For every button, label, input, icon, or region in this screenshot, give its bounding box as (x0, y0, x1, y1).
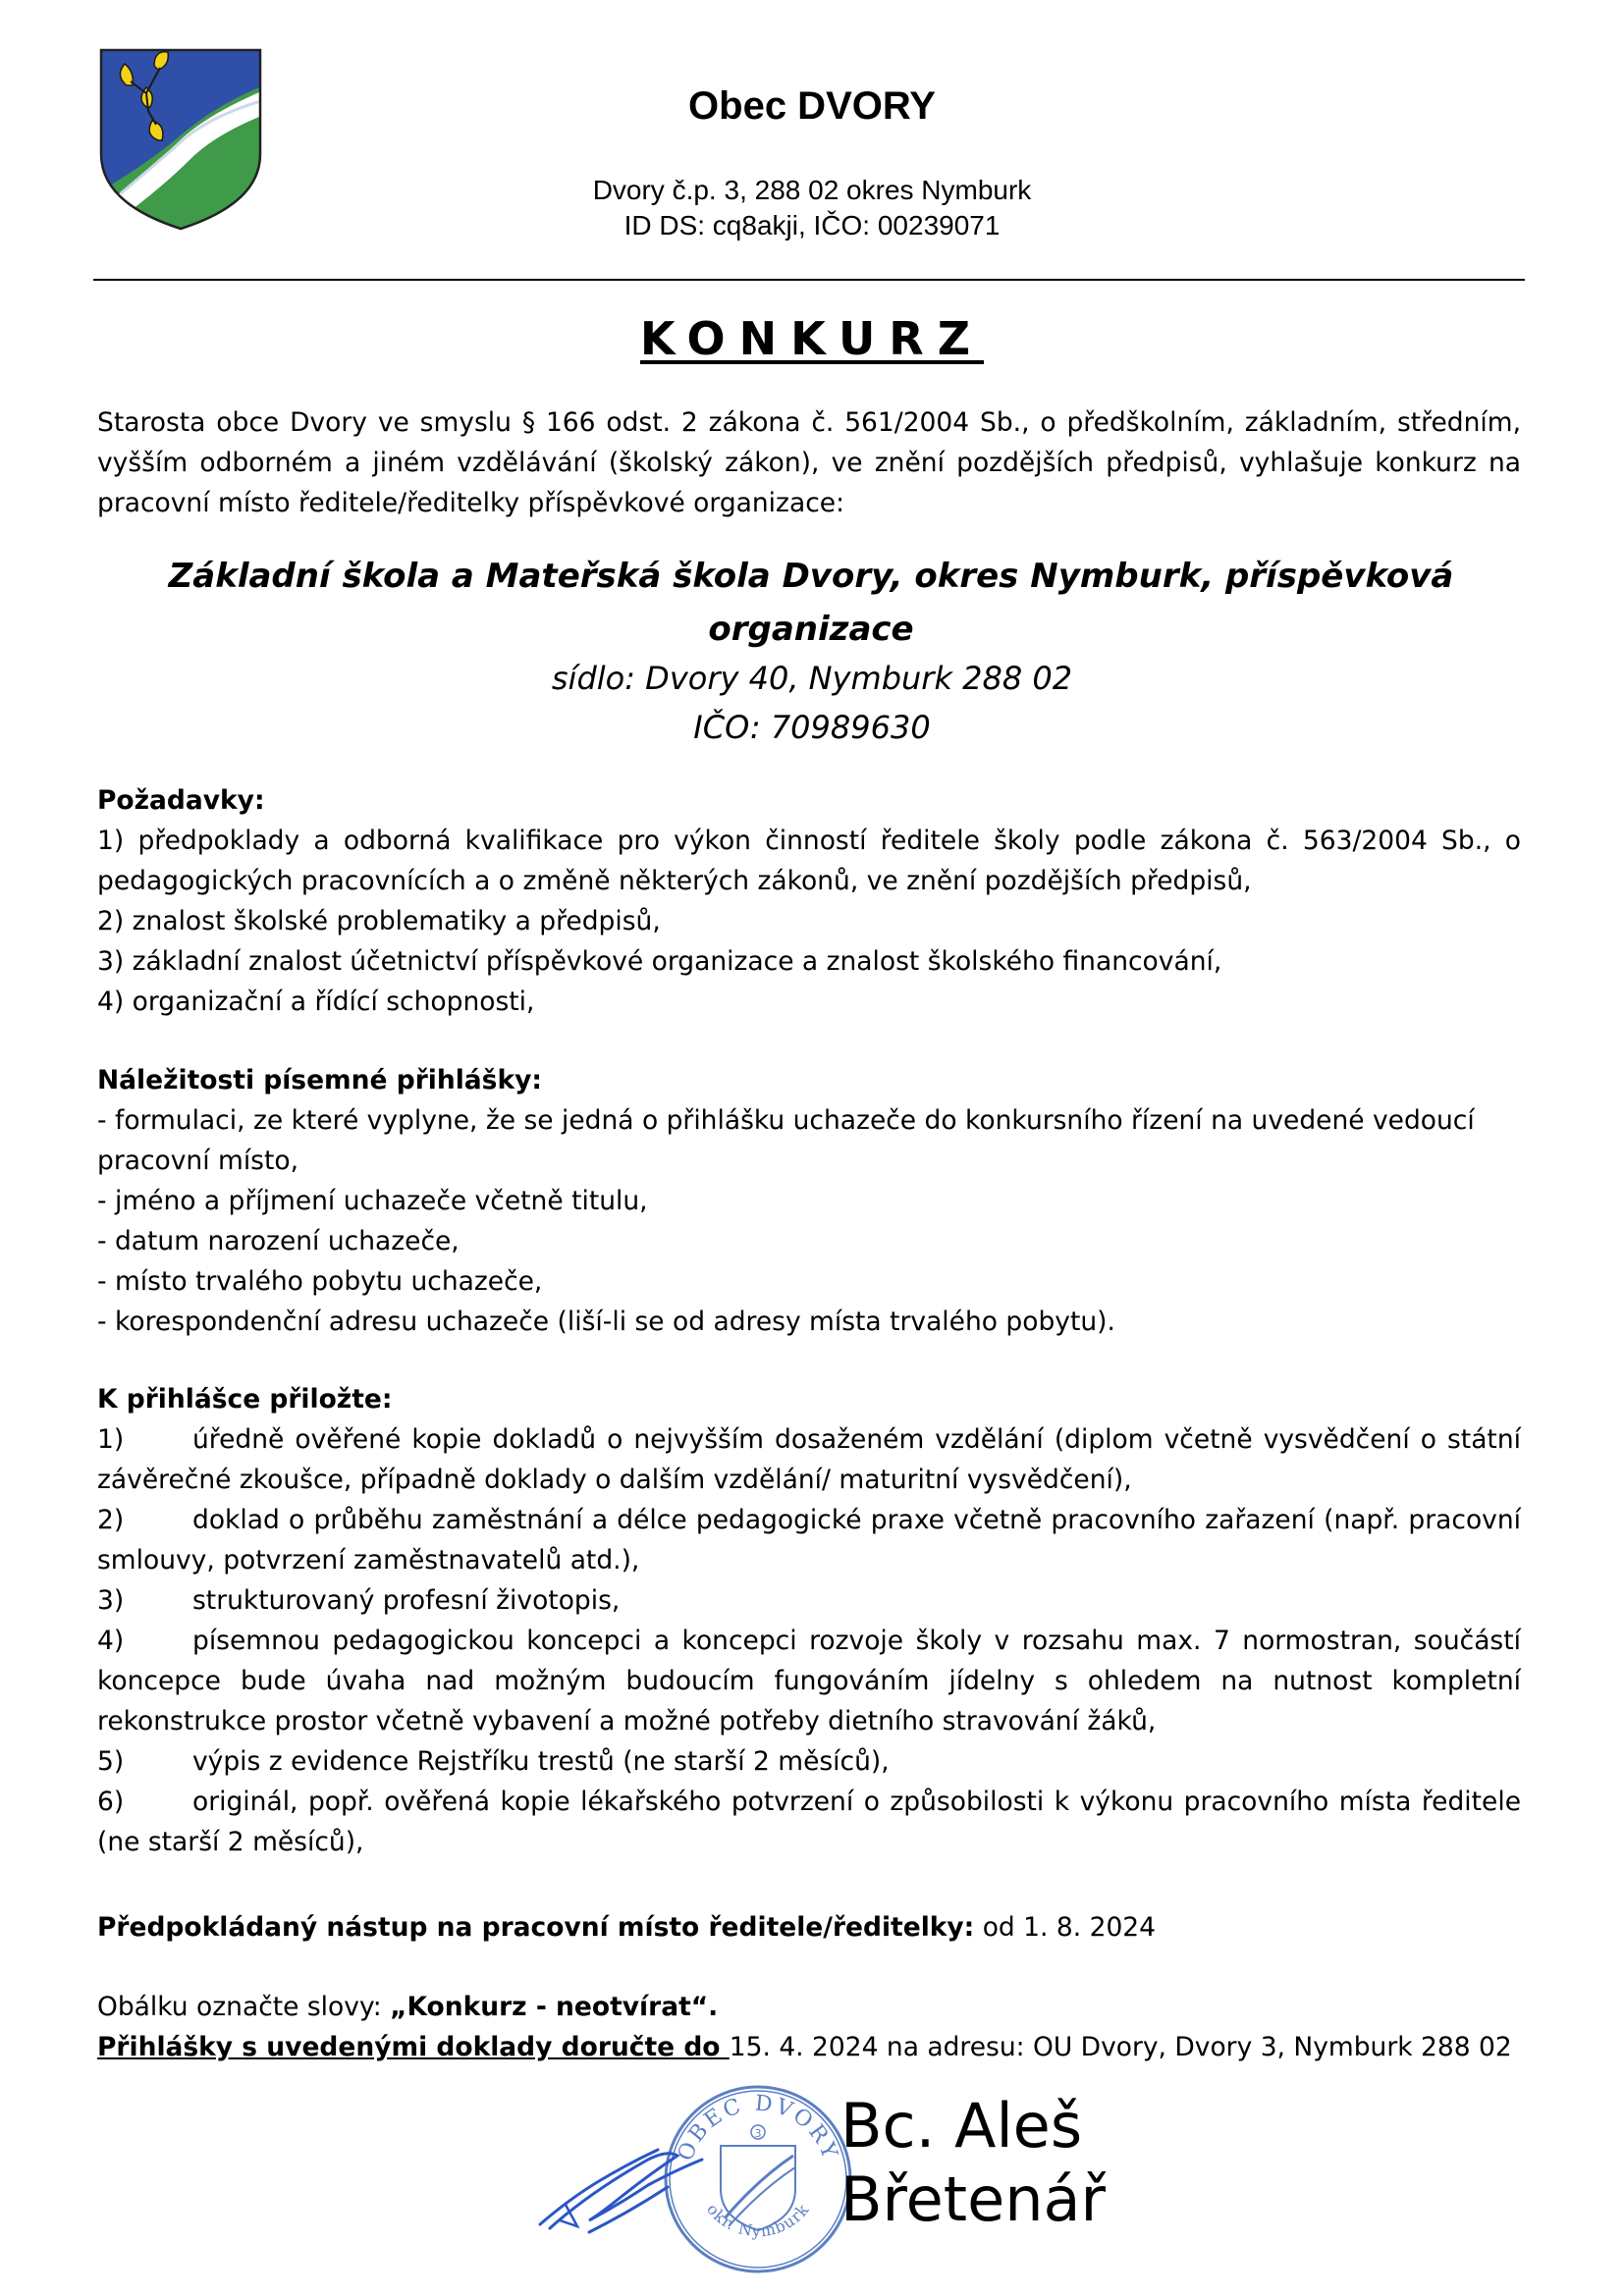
requirement-item: 3) základní znalost účetnictví příspěvkové organizace a znalost školského financování, (97, 946, 1222, 977)
attachment-number: 6) (97, 1787, 125, 1817)
intro-paragraph: Starosta obce Dvory ve smyslu § 166 odst. 2 zákona č. 561/2004 Sb., o předškolním, základním, středním, vyšším odborném a jiném vzdělávání (školský zákon), ve znění pozdějších předpisů, vyhlašuje konkurz na pracovní místo ředitele/ředitelky příspěvkové organizace: (97, 407, 1521, 518)
delivery-line (97, 2027, 1521, 2067)
attachment-text: doklad o průběhu zaměstnání a délce pedagogické praxe včetně pracovního zařazení (např. pracovní smlouvy, potvrzení zaměstnavatelů atd.), (97, 1505, 1521, 1575)
requirements-heading: Požadavky: (97, 785, 265, 816)
delivery-label: Přihlášky s uvedenými doklady doručte do (97, 2032, 730, 2062)
requirements-section (97, 780, 1521, 1022)
signer-name-line1: Bc. Aleš (840, 2090, 1083, 2162)
attachment-item (97, 1500, 1521, 1580)
application-item: - datum narození uchazeče, (97, 1226, 460, 1256)
application-section (97, 1060, 1521, 1342)
envelope-line (97, 1987, 1521, 2027)
attachment-item (97, 1621, 1521, 1741)
attachment-text: úředně ověřené kopie dokladů o nejvyšším dosaženém vzdělání (diplom včetně vysvědčení o státní závěrečné zkoušce, případně doklady o dalším vzdělání/ maturitní vysvědčení), (97, 1424, 1521, 1495)
envelope-label: Obálku označte slovy: (97, 1992, 391, 2022)
requirement-item: 2) znalost školské problematiky a předpisů, (97, 906, 661, 936)
application-item: - jméno a příjmení uchazeče včetně titulu, (97, 1186, 648, 1216)
document-title: KONKURZ (639, 312, 985, 365)
attachment-item (97, 1741, 1521, 1782)
signer-name-line2: Břetenář (840, 2163, 1107, 2235)
application-item: - formulaci, ze které vyplyne, že se jedná o přihlášku uchazeče do konkursního řízení na uvedené vedoucí pracovní místo, (97, 1105, 1475, 1176)
submission-block (97, 1987, 1521, 2067)
attachments-heading: K přihlášce přiložte: (97, 1384, 393, 1415)
attachment-item (97, 1419, 1521, 1500)
requirement-item: 1) předpoklady a odborná kvalifikace pro výkon činností ředitele školy podle zákona č. 563/2004 Sb., o pedagogických pracovnících a o změně některých zákonů, ve znění pozdějších předpisů, (97, 826, 1521, 896)
application-heading: Náležitosti písemné přihlášky: (97, 1065, 542, 1095)
school-ico: IČO: 70989630 (693, 709, 931, 746)
municipality-ids: ID DS: cq8akji, IČO: 00239071 (623, 210, 1001, 240)
attachment-number: 1) (97, 1424, 125, 1455)
attachment-text: písemnou pedagogickou koncepci a koncepci rozvoje školy v rozsahu max. 7 normostran, součástí koncepce bude úvaha nad možným budoucím fungováním jídelny s ohledem na nutnost kompletní rekonstrukce prostor včetně vybavení a možné potřeby dietního stravování žáků, (97, 1626, 1521, 1736)
requirement-item: 4) organizační a řídící schopnosti, (97, 987, 535, 1017)
attachment-text: originál, popř. ověřená kopie lékařského potvrzení o způsobilosti k výkonu pracovního místa ředitele (ne starší 2 měsíců), (97, 1787, 1521, 1857)
application-item: - korespondenční adresu uchazeče (liší-li se od adresy místa trvalého pobytu). (97, 1307, 1115, 1337)
stamp-bottom-text: okr. Nymburk (703, 2200, 813, 2241)
start-date-value: od 1. 8. 2024 (974, 1912, 1157, 1943)
stamp-top-text: OBEC DVORY (673, 2091, 843, 2165)
attachments-section (97, 1379, 1521, 1862)
start-date-label: Předpokládaný nástup na pracovní místo ředitele/ředitelky: (97, 1912, 975, 1943)
municipality-name: Obec DVORY (688, 84, 936, 128)
start-date-line (97, 1907, 1521, 1948)
attachment-text: výpis z evidence Rejstříku trestů (ne starší 2 měsíců), (192, 1746, 890, 1777)
attachment-item (97, 1580, 1521, 1621)
handwritten-signature (530, 2130, 727, 2238)
delivery-date: 15. 4. 2024 (729, 2032, 879, 2062)
application-item: - místo trvalého pobytu uchazeče, (97, 1266, 543, 1297)
school-name: Základní škola a Mateřská škola Dvory, okres Nymburk, příspěvková organizace (168, 557, 1454, 649)
municipality-address: Dvory č.p. 3, 288 02 okres Nymburk (592, 175, 1032, 205)
attachment-text: strukturovaný profesní životopis, (192, 1585, 621, 1616)
attachment-number: 4) (97, 1626, 125, 1656)
envelope-marking: „Konkurz - neotvírat“. (390, 1992, 719, 2022)
attachment-item (97, 1782, 1521, 1862)
delivery-address: na adresu: OU Dvory, Dvory 3, Nymburk 288 02 (878, 2032, 1512, 2062)
attachment-number: 2) (97, 1505, 125, 1535)
attachment-number: 3) (97, 1585, 125, 1616)
header-divider (93, 279, 1525, 281)
school-seat: sídlo: Dvory 40, Nymburk 288 02 (551, 660, 1073, 697)
attachment-number: 5) (97, 1746, 125, 1777)
stamp-number: 3 (754, 2127, 762, 2140)
